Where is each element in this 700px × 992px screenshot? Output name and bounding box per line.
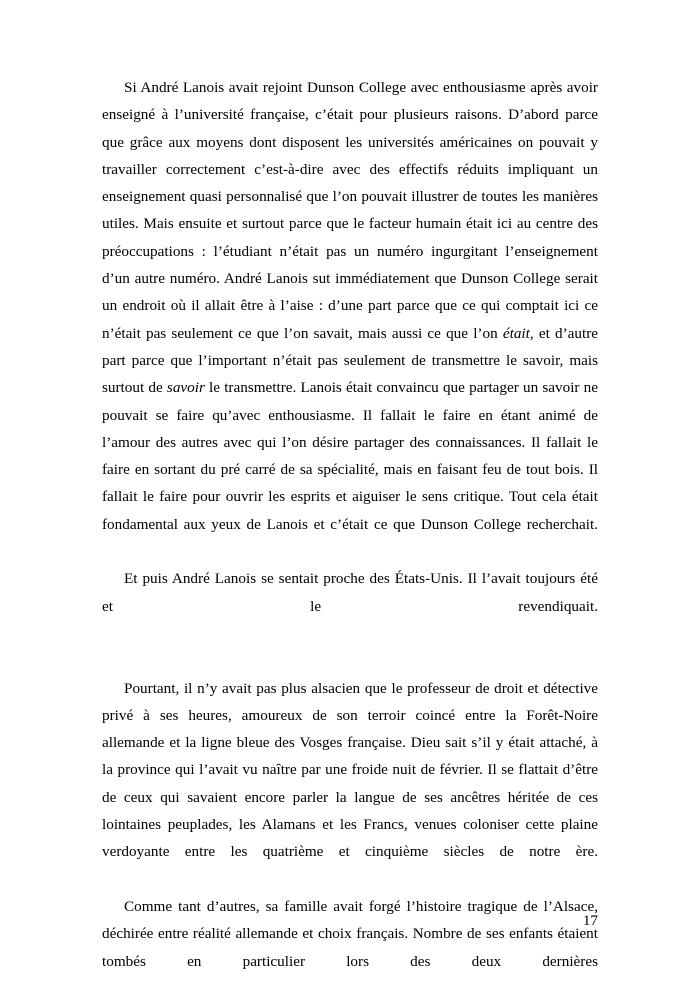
page-number: 17 [582, 912, 598, 929]
text-run: Pourtant, il n’y avait pas plus alsacien que le professeur de droit et détective privé à ses heures, amoureux de son terroir coincé entre la Forêt-Noire allemande et la ligne bleue des Vosges française. Dieu sait s’il y était attaché, à la province qui l’avait vu naître par une froide nuit de février. Il se flattait d’être de ceux qui savaient encore parler la langue de ses ancêtres héritée de ces lointaines peuplades, les Alamans et les Francs, venues coloniser cette plaine verdoyante entre les quatrième et cinquième siècles de notre ère. [102, 679, 598, 861]
paragraph [102, 675, 598, 893]
paragraph [102, 565, 598, 647]
page-body-text [102, 74, 598, 992]
text-run: le transmettre. Lanois était convaincu que partager un savoir ne pouvait se faire qu’avec enthousiasme. Il fallait le faire en étant animé de l’amour des autres avec qui l’on désire partager des connaissances. Il fallait le faire en sortant du pré carré de sa spécialité, mais en faisant feu de tout bois. Il fallait le faire pour ouvrir les esprits et aiguiser le sens critique. Tout cela était fondamental aux yeux de Lanois et c’était ce que Dunson College recherchait. [102, 379, 599, 533]
text-run: Si André Lanois avait rejoint Dunson College avec enthousiasme après avoir enseigné à l’université française, c’était pour plusieurs raisons. D’abord parce que grâce aux moyens dont disposent les universités américaines on pouvait y travailler correctement c’est-à-dire avec des effectifs réduits impliquant un enseignement quasi personnalisé que l’on pouvait illustrer de toutes les manières utiles. Mais ensuite et surtout parce que le facteur humain était ici au centre des préoccupations : l’étudiant n’était pas un numéro ingurgitant l’enseignement d’un autre numéro. André Lanois sut immédiatement que Dunson College serait un endroit où il allait être à l’aise : d’une part parce que ce qui comptait ici ce n’était pas seulement ce que l’on savait, mais aussi ce que l’on [102, 79, 598, 342]
paragraph [102, 74, 598, 565]
emphasis-text: savoir [166, 379, 205, 397]
text-run: Comme tant d’autres, sa famille avait forgé l’histoire tragique de l’Alsace, déchirée entre réalité allemande et choix français. Nombre de ses enfants étaient tombés en particulier lors des deux dernières [102, 897, 598, 970]
text-run: Et puis André Lanois se sentait proche des États-Unis. Il l’avait toujours été et le revendiquait. [102, 570, 598, 615]
text-run: , et d’autre part parce que l’important n’était pas seulement de transmettre le savoir, mais surtout de [102, 324, 598, 397]
emphasis-text: était [502, 324, 530, 342]
paragraph [102, 893, 598, 992]
